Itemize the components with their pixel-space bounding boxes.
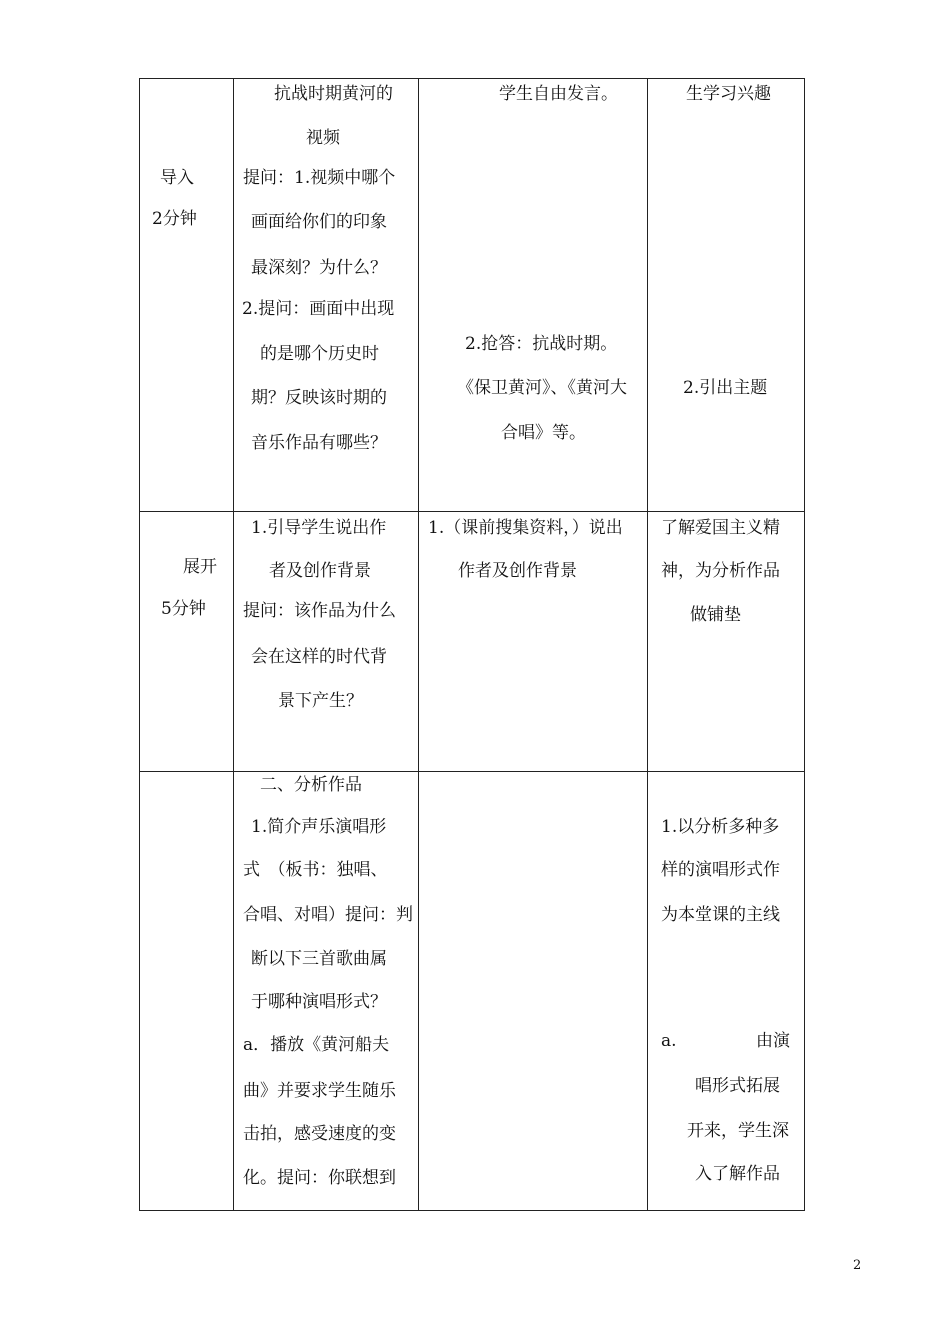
cell-text: 式 （板书：独唱、 xyxy=(243,860,388,880)
cell-text: 2.提问：画面中出现 xyxy=(242,299,395,319)
cell-text: 的是哪个历史时 xyxy=(260,344,379,364)
cell-text: 化。提问：你联想到 xyxy=(243,1168,396,1188)
cell-text: 合唱、对唱）提问：判 xyxy=(243,905,413,925)
cell-text: 由演 xyxy=(756,1031,790,1051)
table-row xyxy=(140,512,805,772)
cell-text: 1.（课前搜集资料，）说出 xyxy=(428,518,623,538)
teacher-activity-cell xyxy=(234,772,419,1211)
cell-text: 唱形式拓展 xyxy=(695,1076,780,1096)
cell-text: 作者及创作背景 xyxy=(458,561,577,581)
cell-text: 1.以分析多种多 xyxy=(661,817,780,837)
cell-text: 最深刻？为什么？ xyxy=(251,258,387,278)
cell-text: 学生自由发言。 xyxy=(499,84,618,104)
cell-text: 开来，学生深 xyxy=(687,1121,789,1141)
cell-text: 景下产生？ xyxy=(278,691,363,711)
cell-text: 1.简介声乐演唱形 xyxy=(251,817,387,837)
phase-cell xyxy=(140,79,234,512)
cell-text: 展开 xyxy=(183,557,217,577)
cell-text: 合唱》等。 xyxy=(501,423,586,443)
cell-text: a．播放《黄河船夫 xyxy=(243,1035,390,1055)
cell-text: 入了解作品 xyxy=(695,1164,780,1184)
cell-text: 画面给你们的印象 xyxy=(251,212,387,232)
cell-text: a. xyxy=(661,1031,677,1051)
cell-text: 者及创作背景 xyxy=(269,561,371,581)
cell-text: 提问：1.视频中哪个 xyxy=(243,168,396,188)
cell-text: 于哪种演唱形式？ xyxy=(251,992,387,1012)
cell-text: 为本堂课的主线 xyxy=(661,905,780,925)
cell-text: 做铺垫 xyxy=(690,605,741,625)
cell-text: 了解爱国主义精 xyxy=(661,518,780,538)
cell-text: 神，为分析作品 xyxy=(661,561,780,581)
cell-text: 2.引出主题 xyxy=(683,378,768,398)
cell-text: 《保卫黄河》、《黄河大 xyxy=(457,378,627,398)
cell-text: 二、分析作品 xyxy=(260,775,362,795)
teacher-activity-cell xyxy=(234,512,419,772)
design-intent-cell xyxy=(648,512,805,772)
cell-text: 导入 xyxy=(160,168,194,188)
cell-text: 2分钟 xyxy=(152,209,197,229)
cell-text: 会在这样的时代背 xyxy=(251,647,387,667)
cell-text: 击拍，感受速度的变 xyxy=(243,1124,396,1144)
cell-text: 1.引导学生说出作 xyxy=(251,518,387,538)
cell-text: 期？反映该时期的 xyxy=(251,388,387,408)
design-intent-cell xyxy=(648,79,805,512)
cell-text: 视频 xyxy=(306,128,340,148)
teacher-activity-cell xyxy=(234,79,419,512)
cell-text: 5分钟 xyxy=(161,599,206,619)
cell-text: 断以下三首歌曲属 xyxy=(251,949,387,969)
design-intent-cell xyxy=(648,772,805,1211)
student-activity-cell xyxy=(419,512,648,772)
lesson-plan-table xyxy=(139,78,805,1211)
student-activity-cell xyxy=(419,79,648,512)
cell-text: 曲》并要求学生随乐 xyxy=(243,1081,396,1101)
table-row xyxy=(140,79,805,512)
cell-text: 生学习兴趣 xyxy=(686,84,771,104)
cell-text: 抗战时期黄河的 xyxy=(274,84,393,104)
page-number: 2 xyxy=(853,1258,862,1273)
cell-text: 2.抢答：抗战时期。 xyxy=(465,334,618,354)
phase-cell xyxy=(140,772,234,1211)
cell-text: 样的演唱形式作 xyxy=(661,860,780,880)
cell-text: 音乐作品有哪些？ xyxy=(251,433,387,453)
cell-text: 提问：该作品为什么 xyxy=(243,601,396,621)
phase-cell xyxy=(140,512,234,772)
table-row xyxy=(140,772,805,1211)
student-activity-cell xyxy=(419,772,648,1211)
